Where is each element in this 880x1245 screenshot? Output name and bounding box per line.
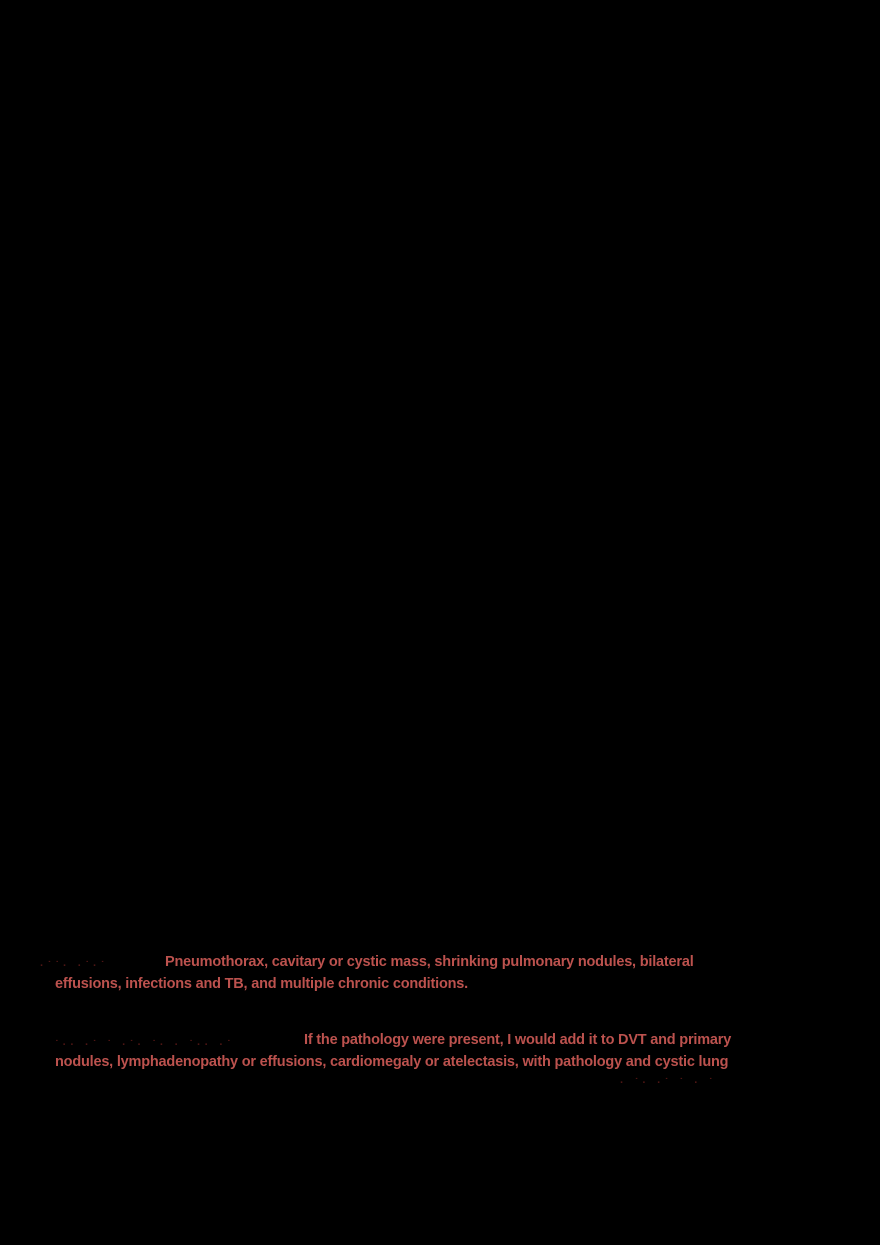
dim-text-fragment-3: · ˙· ·˙ ˙ · ˙ <box>620 1077 717 1089</box>
dim-text-fragment-2: ˙·· ·˙ ˙ ·˙· ˙· · ˙·· ·˙ <box>55 1039 235 1051</box>
dim-text-fragment-1: ·˙˙· ·˙·˙ <box>40 960 109 972</box>
paragraph1-line2: effusions, infections and TB, and multiple chronic conditions. <box>55 976 468 992</box>
paragraph1-line1: Pneumothorax, cavitary or cystic mass, shrinking pulmonary nodules, bilateral <box>165 954 694 970</box>
paragraph2-line1: If the pathology were present, I would add it to DVT and primary <box>304 1032 732 1048</box>
paragraph2-line2: nodules, lymphadenopathy or effusions, cardiomegaly or atelectasis, with pathology and cystic lung <box>55 1054 729 1070</box>
